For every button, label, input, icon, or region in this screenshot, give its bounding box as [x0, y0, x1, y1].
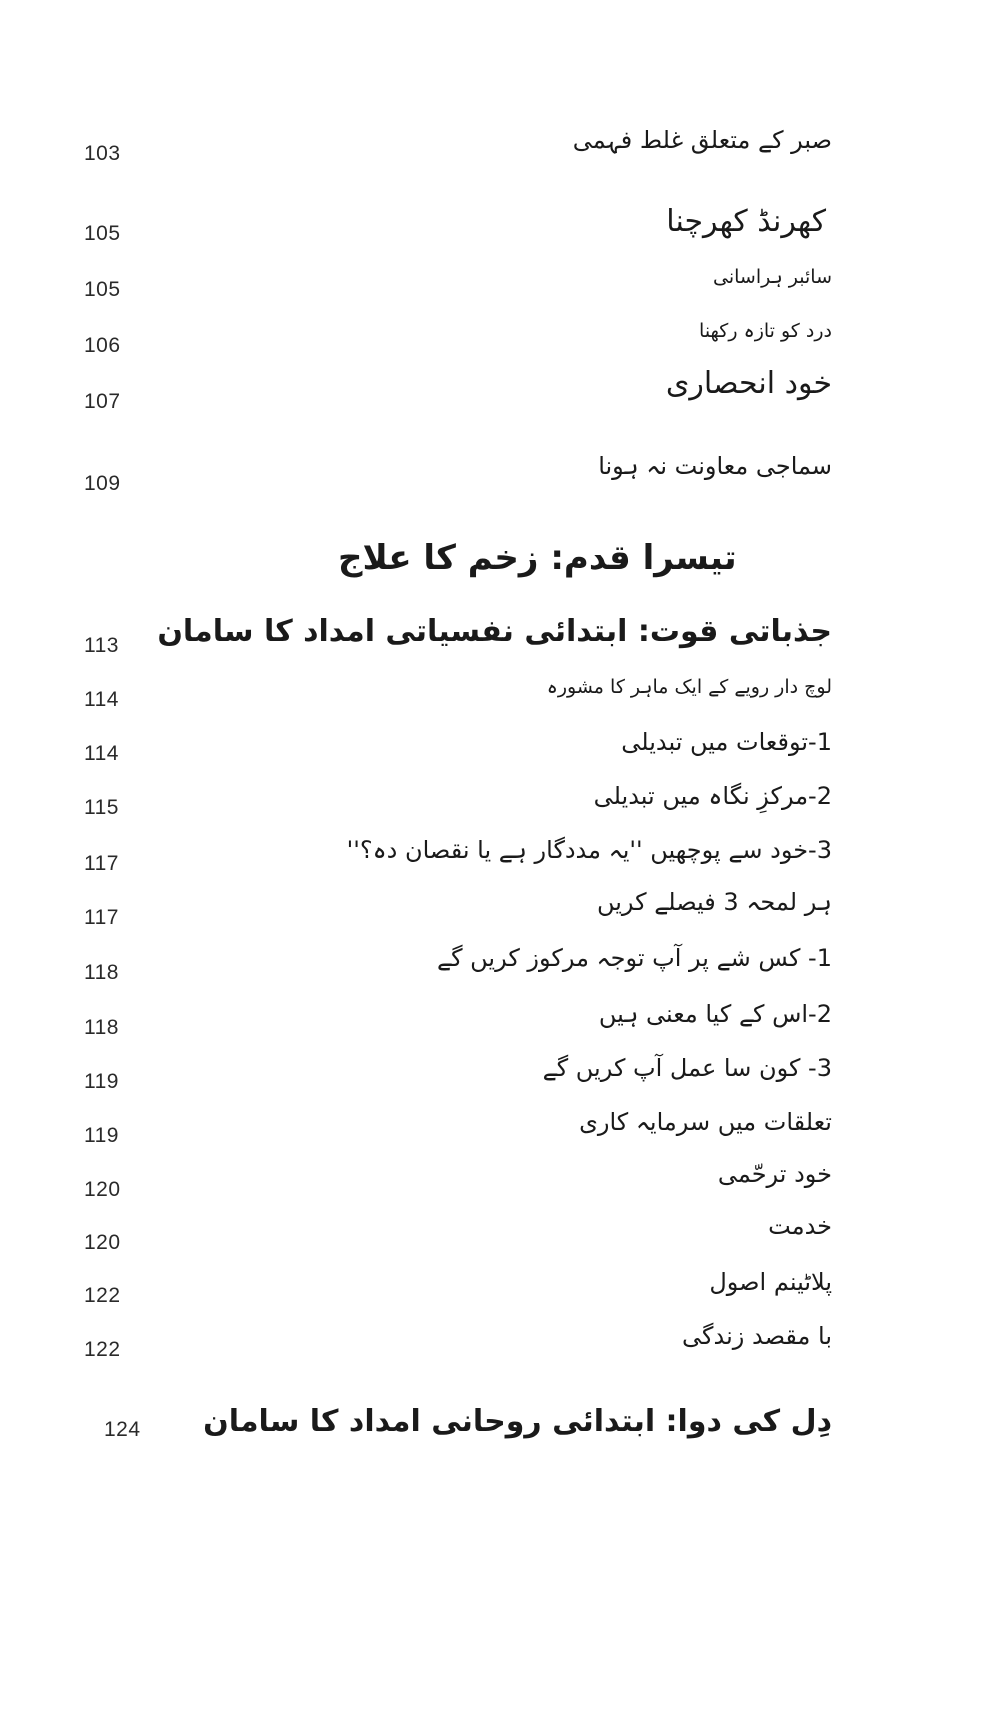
toc-entry-title: 1- کس شے پر آپ توجہ مرکوز کریں گے [437, 944, 832, 972]
toc-entry-title: خود ترحّمی [717, 1160, 832, 1188]
toc-entry-title: درد کو تازہ رکھنا [699, 320, 832, 342]
toc-entry-title: خود انحصاری [665, 366, 832, 401]
section-heading: تیسرا قدم: زخم کا علاج [338, 538, 737, 578]
toc-page-number: 118 [84, 961, 119, 984]
toc-page-number: 107 [84, 390, 121, 413]
toc-entry-title: 2-مرکزِ نگاہ میں تبدیلی [593, 782, 832, 810]
toc-entry-title: لوچ دار رویے کے ایک ماہر کا مشورہ [546, 676, 832, 698]
toc-page-number: 119 [84, 1124, 119, 1147]
toc-page-number: 118 [84, 1016, 119, 1039]
toc-page-number: 117 [84, 906, 119, 929]
toc-page-number: 120 [84, 1231, 121, 1254]
toc-page-number: 115 [84, 796, 119, 819]
toc-entry-title: دِل کی دوا: ابتدائی روحانی امداد کا سامان [203, 1404, 832, 1439]
toc-page-number: 120 [84, 1178, 121, 1201]
toc-page-number: 122 [84, 1284, 121, 1307]
toc-page-number: 103 [84, 142, 121, 165]
toc-entry-title: جذباتی قوت: ابتدائی نفسیاتی امداد کا سامان [157, 614, 832, 649]
toc-entry-title: صبر کے متعلق غلط فہمی [572, 126, 832, 154]
toc-page-number: 109 [84, 472, 121, 495]
toc-page-number: 105 [84, 278, 121, 301]
toc-page-number: 122 [84, 1338, 121, 1361]
toc-page-number: 114 [84, 742, 119, 765]
toc-entry-title: سماجی معاونت نہ ہونا [598, 452, 832, 480]
toc-page-number: 117 [84, 852, 119, 875]
toc-entry-title: 3-خود سے پوچھیں ''یہ مددگار ہے یا نقصان دہ؟'' [346, 836, 832, 864]
toc-entry-title: 1-توقعات میں تبدیلی [621, 728, 832, 756]
toc-page-number: 124 [104, 1418, 141, 1441]
toc-entry-title: ہر لمحہ 3 فیصلے کریں [596, 888, 832, 916]
toc-entry-title: کھرنڈ کھرچنا [666, 204, 826, 239]
toc-page-number: 114 [84, 688, 119, 711]
toc-entry-title: پلاٹینم اصول [709, 1268, 832, 1296]
toc-page-number: 105 [84, 222, 121, 245]
toc-entry-title: تعلقات میں سرمایہ کاری [579, 1108, 832, 1136]
toc-page-number: 113 [84, 634, 119, 657]
toc-entry-title: سائبر ہراسانی [713, 266, 832, 288]
toc-entry-title: 2-اس کے کیا معنی ہیں [598, 1000, 832, 1028]
toc-page-number: 106 [84, 334, 121, 357]
toc-page-number: 119 [84, 1070, 119, 1093]
toc-entry-title: خدمت [768, 1212, 832, 1240]
toc-entry-title: 3- کون سا عمل آپ کریں گے [542, 1054, 832, 1082]
toc-entry-title: با مقصد زندگی [682, 1322, 832, 1350]
